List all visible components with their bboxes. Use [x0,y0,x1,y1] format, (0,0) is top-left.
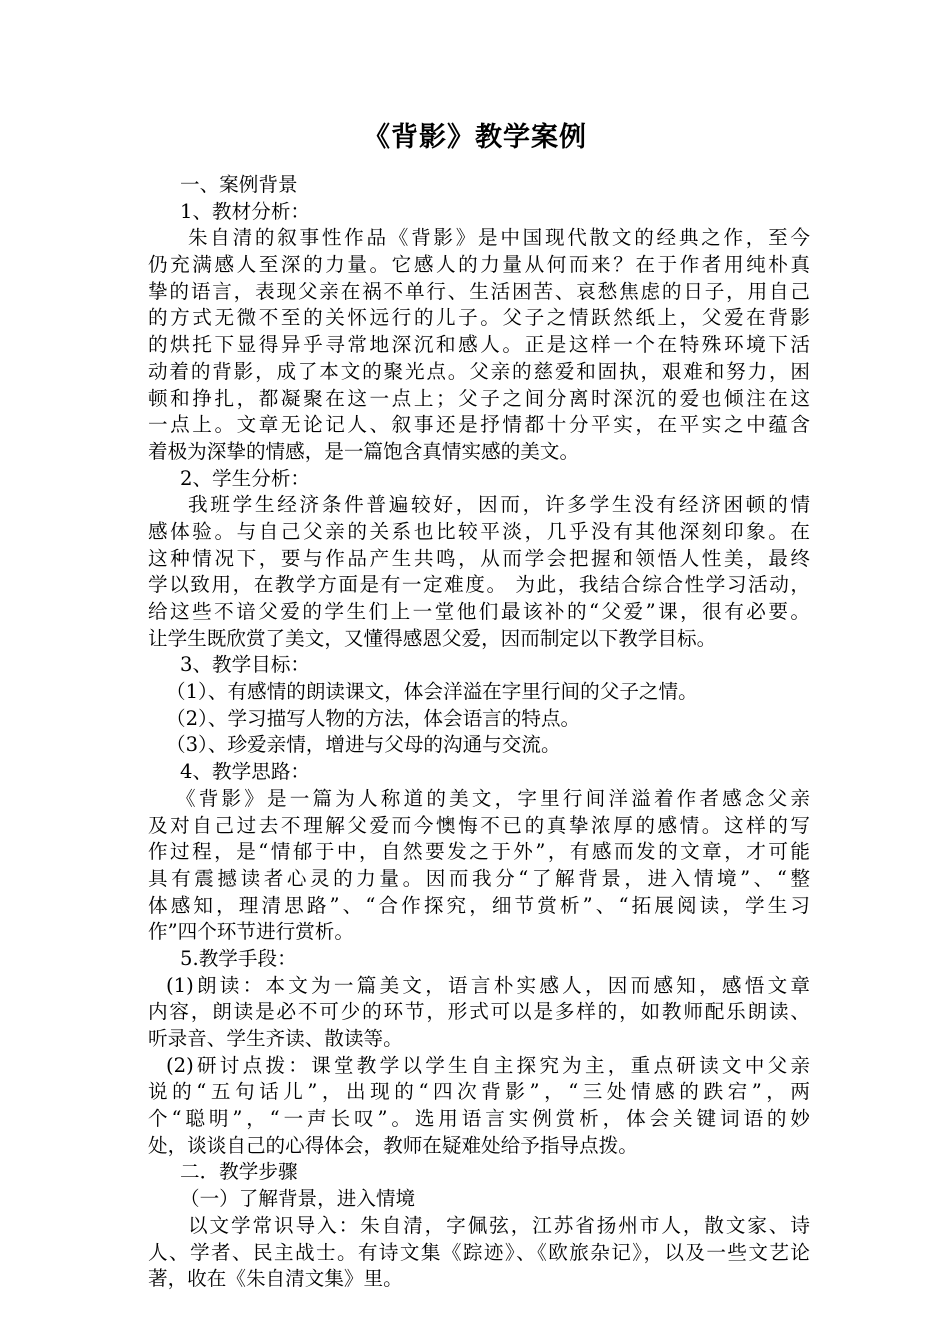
paragraph-line: 作”四个环节进行赏析。 [148,920,354,944]
section-heading: 二．教学步骤 [180,1160,298,1184]
paragraph-line: 个“聪明”，“一声长叹”。选用语言实例赏析，体会关键词语的妙 [148,1107,810,1131]
paragraph-line: 给这些不谙父爱的学生们上一堂他们最该补的“父爱”课，很有必要。 [148,600,810,623]
paragraph-line: 动着的背影，成了本文的聚光点。父亲的慈爱和固执，艰难和努力，困 [148,359,810,383]
paragraph-line: 朱自清的叙事性作品《背影》是中国现代散文的经典之作，至今 [188,226,810,250]
paragraph-line: 以文学常识导入：朱自清，字佩弦，江苏省扬州市人，散文家、诗 [188,1213,810,1237]
paragraph-line: 着极为深挚的情感，是一篇饱含真情实感的美文。 [148,439,580,463]
objective-item: （1）、有感情的朗读课文，体会洋溢在字里行间的父子之情。 [166,680,698,704]
paragraph-line: 作过程，是“情郁于中，自然要发之于外”，有感而发的文章，才可能 [148,840,810,864]
paragraph-line: 内容，朗读是必不可少的环节，形式可以是多样的，如教师配乐朗读、 [148,1000,810,1024]
paragraph-line: 一点上。文章无论记人、叙事还是抒情都十分平实，在平实之中蕴含 [148,413,810,437]
paragraph-line: 具有震撼读者心灵的力量。因而我分“了解背景，进入情境”、“整 [148,866,810,890]
paragraph-line: 听录音、学生齐读、散读等。 [148,1027,403,1050]
paragraph-line: 说的“五句话儿”，出现的“四次背影”，“三处情感的跌宕”，两 [148,1080,810,1104]
paragraph-line: 《背影》是一篇为人称道的美文，字里行间洋溢着作者感念父亲 [176,786,810,810]
paragraph-line: 及对自己过去不理解父爱而今懊悔不已的真挚浓厚的感情。这样的写 [148,813,810,837]
paragraph-line: 学以致用，在教学方面是有一定难度。 为此，我结合综合性学习活动， [148,573,810,597]
paragraph-line: 感体验。与自己父亲的关系也比较平淡，几乎没有其他深刻印象。在 [148,519,810,543]
paragraph-line: (2)研讨点拨：课堂教学以学生自主探究为主，重点研读文中父亲 [166,1053,810,1077]
subsection-heading: 2、学生分析： [180,466,311,490]
subsection-heading: 3、教学目标： [180,653,311,677]
paragraph-line: 我班学生经济条件普遍较好，因而，许多学生没有经济困顿的情 [188,493,810,517]
paragraph-line: 体感知，理清思路”、“合作探究，细节赏析”、“拓展阅读，学生习 [148,893,810,917]
paragraph-line: 顿和挣扎，都凝聚在这一点上；父子之间分离时深沉的爱也倾注在这 [148,386,810,410]
paragraph-line: 的烘托下显得异乎寻常地深沉和感人。正是这样一个在特殊环境下活 [148,333,810,357]
paragraph-line: 这种情况下，要与作品产生共鸣，从而学会把握和领悟人性美，最终 [148,546,810,570]
subsection-heading: 5.教学手段： [180,946,297,970]
section-heading: 一、案例背景 [180,173,298,196]
paragraph-line: (1)朗读：本文为一篇美文，语言朴实感人，因而感知，感悟文章 [166,973,810,997]
paragraph-line: 挚的语言，表现父亲在祸不单行、生活困苦、哀愁焦虑的日子，用自己 [148,279,810,303]
objective-item: （2）、学习描写人物的方法，体会语言的特点。 [166,706,581,730]
subsection-heading: 1、教材分析： [180,199,311,223]
paragraph-line: 人、学者、民主战士。有诗文集《踪迹》、《欧旅杂记》，以及一些文艺论 [148,1240,810,1264]
objective-item: （3）、珍爱亲情，增进与父母的沟通与交流。 [166,733,561,757]
paragraph-line: 仍充满感人至深的力量。它感人的力量从何而来？在于作者用纯朴真 [148,253,810,277]
subsection-heading: （一）了解背景，进入情境 [180,1187,416,1211]
document-title: 《背影》教学案例 [363,122,587,153]
paragraph-line: 让学生既欣赏了美文，又懂得感恩父爱，因而制定以下教学目标。 [148,626,717,650]
paragraph-line: 著，收在《朱自清文集》里。 [148,1267,403,1291]
paragraph-line: 的方式无微不至的关怀远行的儿子。父子之情跃然纸上，父爱在背影 [148,306,810,330]
document-body [148,172,810,1293]
subsection-heading: 4、教学思路： [180,760,311,784]
paragraph-line: 处，谈谈自己的心得体会，教师在疑难处给予指导点拨。 [148,1133,638,1157]
